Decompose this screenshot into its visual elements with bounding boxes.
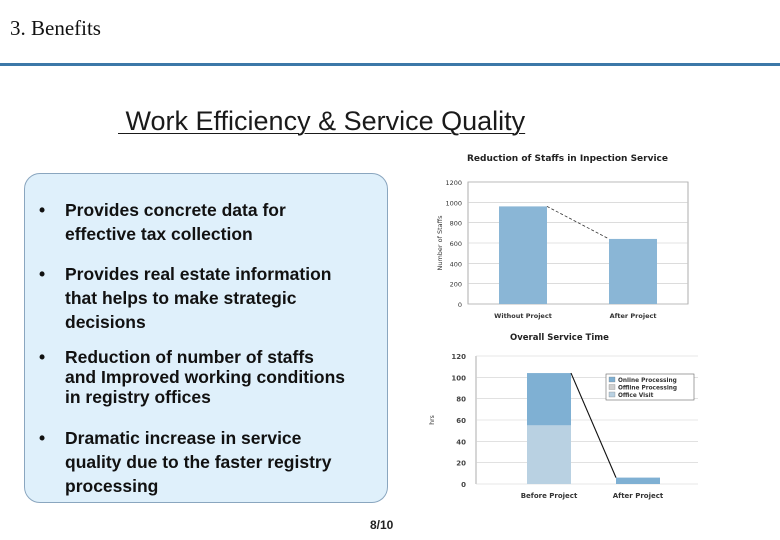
bar — [499, 206, 547, 304]
y-tick-label: 100 — [451, 374, 466, 383]
legend-label: Offline Processing — [618, 385, 678, 392]
chart-title: Reduction of Staffs in Inpection Service — [467, 154, 668, 164]
bar-segment — [527, 425, 571, 484]
y-axis-label: Number of Staffs — [436, 215, 444, 271]
bar — [609, 239, 657, 304]
y-tick-label: 120 — [451, 353, 466, 361]
y-tick-label: 600 — [449, 240, 462, 248]
bullet-text: Provides real estate information that helps to make strategic decisions — [65, 264, 332, 332]
legend-label: Office Visit — [618, 393, 654, 399]
y-tick-label: 400 — [449, 260, 462, 269]
benefits-box — [24, 173, 388, 503]
bullet-text: Dramatic increase in service quality due to the faster registry processing — [65, 428, 332, 496]
legend-swatch — [609, 385, 615, 390]
bar-segment — [616, 478, 660, 484]
title-marker — [118, 106, 126, 136]
header-divider — [0, 63, 780, 66]
bullet-symbol: • — [39, 264, 46, 284]
y-tick-label: 60 — [456, 417, 466, 425]
y-tick-label: 1200 — [445, 179, 462, 187]
y-axis-label: hrs — [429, 415, 436, 425]
y-tick-label: 40 — [456, 438, 466, 447]
y-tick-label: 1000 — [445, 199, 462, 208]
legend-swatch — [609, 392, 615, 397]
slide-title — [118, 106, 525, 137]
y-tick-label: 80 — [456, 395, 466, 404]
y-tick-label: 800 — [449, 219, 462, 228]
chart-title: Overall Service Time — [510, 333, 609, 343]
y-tick-label: 0 — [461, 481, 466, 489]
x-tick-label: Before Project — [520, 492, 578, 500]
staff-reduction-chart — [420, 146, 700, 326]
bullet-symbol: • — [39, 200, 46, 220]
x-tick-label: After Project — [612, 492, 664, 500]
service-time-chart — [420, 328, 710, 508]
page-number: 8/10 — [370, 518, 394, 532]
bullet-text: Provides concrete data for effective tax collection — [65, 200, 286, 244]
legend-swatch — [609, 377, 615, 382]
y-tick-label: 200 — [449, 280, 462, 289]
y-tick-label: 20 — [456, 459, 466, 468]
slide-title-text: Work Efficiency & Service Quality — [125, 106, 526, 136]
bullet-symbol: • — [39, 428, 46, 448]
section-title: 3. Benefits — [10, 16, 101, 40]
legend-label: Online Processing — [618, 378, 677, 384]
bar-segment — [527, 373, 571, 425]
bullet-text: Reduction of number of staffs and Improved working conditions in registry offices — [65, 347, 346, 407]
bullet-symbol: • — [39, 347, 46, 367]
x-tick-label: After Project — [609, 312, 657, 320]
x-tick-label: Without Project — [494, 312, 552, 320]
y-tick-label: 0 — [457, 301, 462, 309]
